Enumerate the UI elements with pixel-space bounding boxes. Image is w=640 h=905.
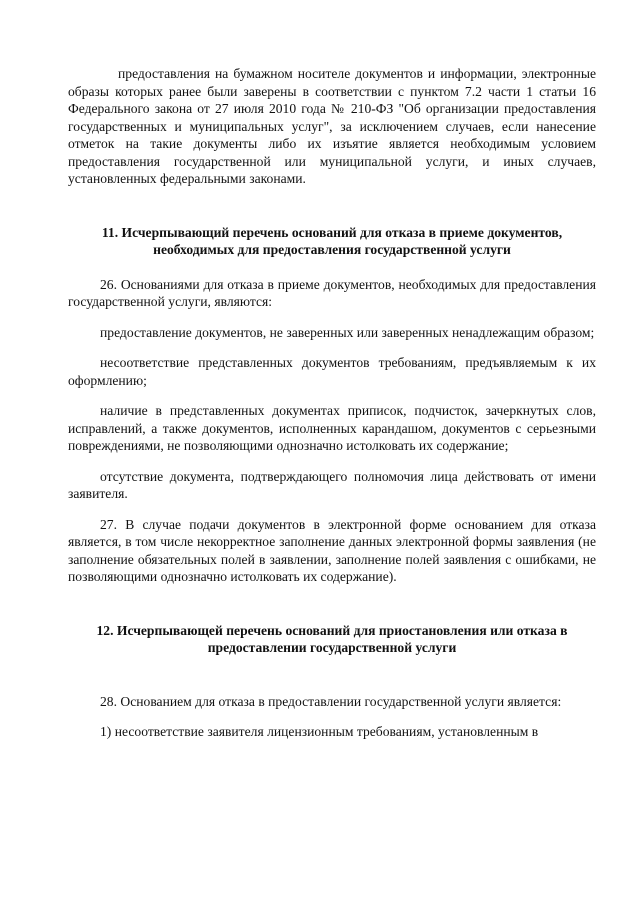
list-item: отсутствие документа, подтверждающего полномочия лица действовать от имени заявителя.: [68, 468, 596, 501]
list-item: наличие в представленных документах приписок, подчисток, зачеркнутых слов, исправлений, а также документов, исполненных карандашом, документов с серьезными повреждениями, не позволяющими однозначно истолковать их содержание;: [68, 403, 596, 453]
paragraph-26: 26. Основаниями для отказа в приеме документов, необходимых для предоставления государственной услуги, являются:: [68, 276, 596, 309]
section-12-heading: 12. Исчерпывающей перечень оснований для приостановления или отказа в предоставлении государственной услуги: [96, 622, 568, 655]
intro-paragraph: предоставления на бумажном носителе документов и информации, электронные образы которых ранее были заверены в соответствии с пунктом 7.2 части 1 статьи 16 Федерального закона от 27 июля 2010 года № 210-ФЗ "Об организации предоставления государственных и муниципальных услуг", за исключением случаев, если нанесение отметок на такие документы либо их изъятие является необходимым условием предоставления государственной или муниципальной услуги, и иных случаев, установленных федеральными законами.: [68, 66, 596, 186]
list-item: предоставление документов, не заверенных или заверенных ненадлежащим образом;: [100, 324, 595, 340]
list-item: несоответствие представленных документов требованиям, предъявляемым к их оформлению;: [68, 355, 596, 388]
paragraph-27: 27. В случае подачи документов в электронной форме основанием для отказа является, в том числе некорректное заполнение данных электронной формы заявления (не заполнение обязательных полей в заявлении, заполнение полей заявления с ошибками, не позволяющими однозначно истолковать их содержание).: [68, 516, 596, 584]
paragraph-28: 28. Основанием для отказа в предоставлении государственной услуги является:: [100, 693, 562, 709]
section-11-heading: 11. Исчерпывающий перечень оснований для отказа в приеме документов, необходимых для предоставления государственной услуги: [101, 224, 563, 257]
list-item: 1) несоответствие заявителя лицензионным требованиям, установленным в: [100, 724, 539, 739]
